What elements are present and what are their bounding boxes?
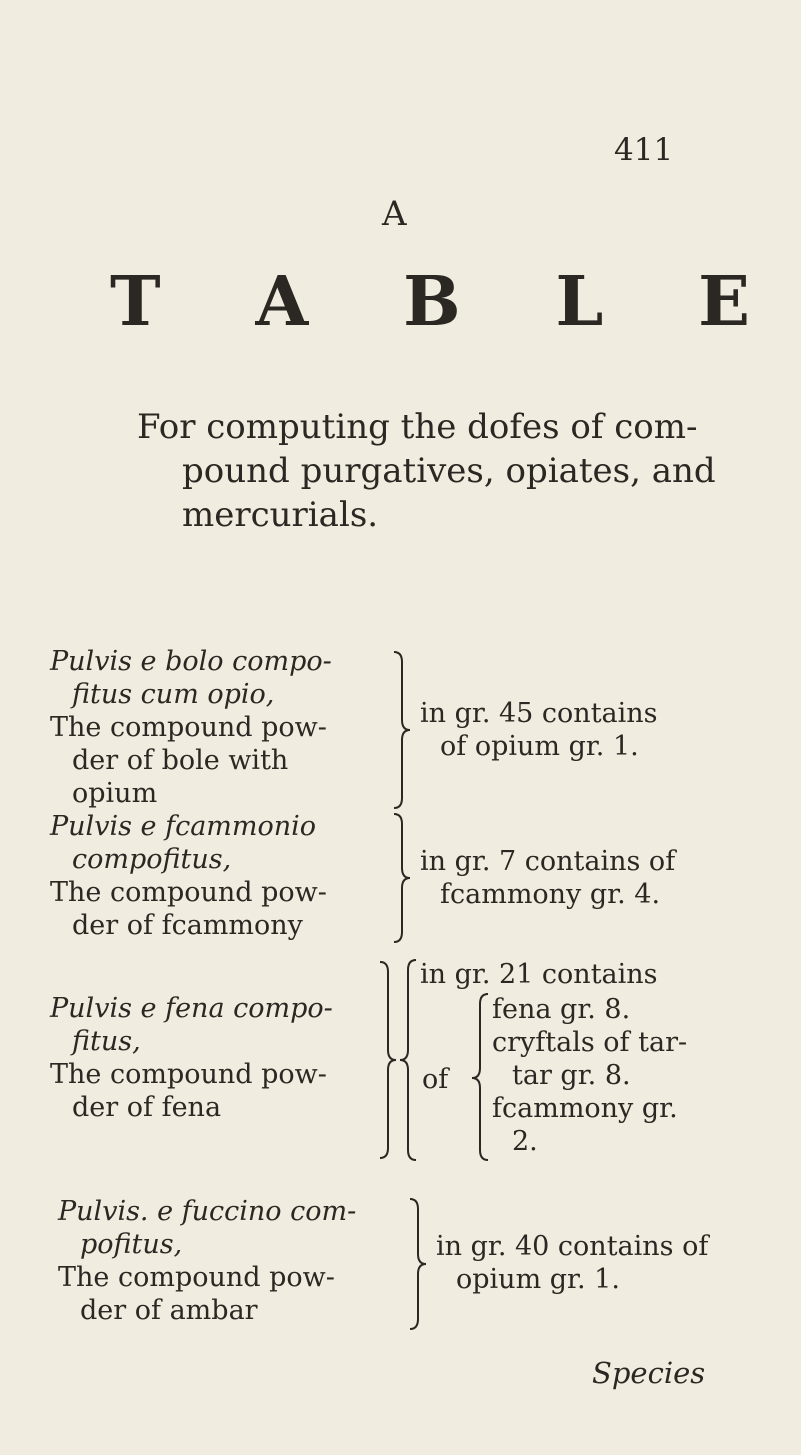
subtitle-line: For computing the dofes of com- [137,407,698,447]
brace-right [392,812,422,944]
entry-english-line: der of bole with [72,745,289,776]
title-letter: L [555,262,604,342]
page-number: 411 [614,132,674,168]
entry-english-line: The compound pow- [50,877,327,908]
entry-3-name [50,992,333,1124]
dose-line: of opium gr. 1. [440,731,639,762]
title-letter: T [110,262,161,342]
dose-line: fcammony gr. 4. [440,879,661,910]
dose-line: in gr. 7 contains of [420,846,676,877]
entry-3-dose-intro: in gr. 21 contains [420,959,658,990]
brace-right [392,650,422,810]
entry-english-line: The compound pow- [58,1262,335,1293]
ingredient-line: fena gr. 8. [492,994,631,1025]
entry-latin-line: fitus, [72,1026,141,1057]
ingredient-line: tar gr. 8. [512,1060,631,1091]
entry-4-name [58,1195,356,1327]
title-letter: A [255,262,309,342]
entry-2-dose [420,845,675,911]
entry-4-dose [436,1230,708,1296]
catchword: Species [592,1356,706,1390]
entry-english-line: opium [72,778,158,809]
dose-line: in gr. 45 contains [420,698,658,729]
entry-latin-line: Pulvis e bolo compo- [50,646,332,677]
entry-latin-line: Pulvis e fcammonio [50,811,317,842]
entry-english-line: The compound pow- [50,1059,327,1090]
entry-3-ingredients [492,993,687,1158]
entry-latin-line: fitus cum opio, [72,679,275,710]
entry-english-line: The compound pow- [50,712,327,743]
ingredient-line: 2. [512,1126,538,1157]
dose-line: opium gr. 1. [456,1264,620,1295]
page-title [110,262,750,342]
ingredient-line: cryftals of tar- [492,1027,688,1058]
entry-english-line: der of fcammony [72,910,303,941]
subtitle-line: mercurials. [182,495,379,535]
brace-right [408,1197,438,1331]
title-letter: E [698,262,750,342]
entry-2-name [50,810,327,942]
entry-1-name [50,645,332,810]
entry-latin-line: compofitus, [72,844,232,875]
title-article: A [382,194,407,234]
ingredient-line: fcammony gr. [492,1093,678,1124]
entry-latin-line: Pulvis e fena compo- [50,993,333,1024]
dose-line: in gr. 40 contains of [436,1231,709,1262]
subtitle-line: pound purgatives, opiates, and [182,451,716,491]
title-letter: B [403,262,461,342]
entry-latin-line: Pulvis. e fuccino com- [58,1196,357,1227]
entry-3-dose-of: of [422,1064,449,1095]
entry-english-line: der of ambar [80,1295,258,1326]
entry-english-line: der of fena [72,1092,222,1123]
subtitle [137,405,745,537]
entry-latin-line: pofitus, [80,1229,183,1260]
entry-1-dose [420,697,658,763]
